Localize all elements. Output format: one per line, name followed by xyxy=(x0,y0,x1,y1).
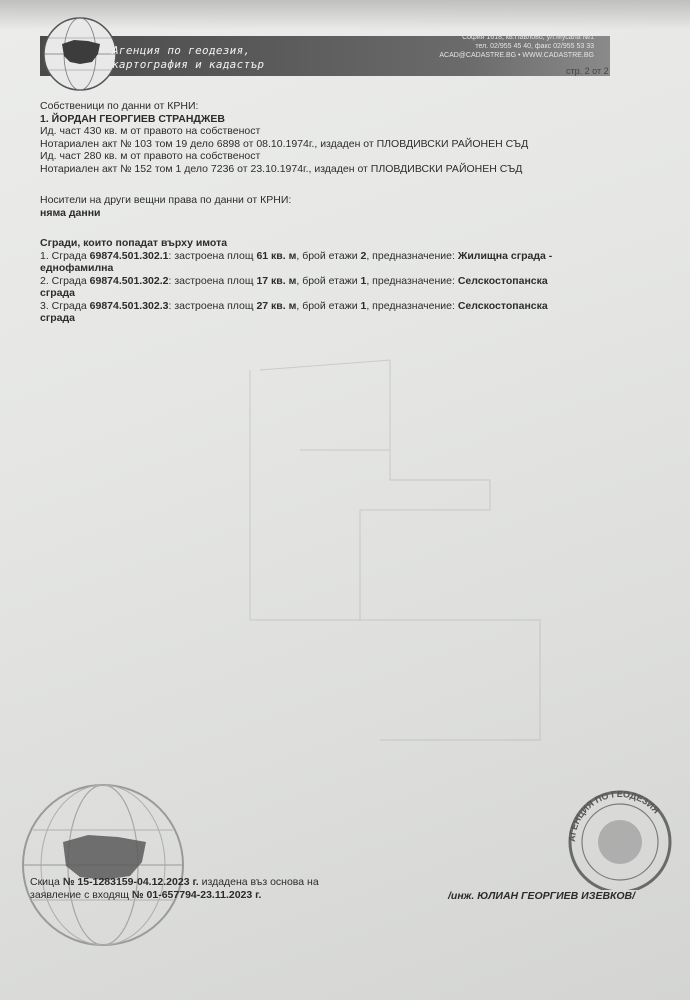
footer-line-1 xyxy=(30,876,410,889)
building-prefix: 3. Сграда xyxy=(40,299,90,312)
signatory-name: /инж. ЮЛИАН ГЕОРГИЕВ ИЗЕВКОВ/ xyxy=(448,890,636,902)
sketch-number: № 15-1283159-04.12.2023 г. xyxy=(62,876,199,888)
contact-email-web: ACAD@CADASTRE.BG • WWW.CADASTRE.BG xyxy=(439,52,594,59)
owner-share-1: Ид. част 430 кв. м от правото на собственост xyxy=(40,125,261,137)
building-text: , предназначение: xyxy=(366,274,458,287)
building-text: , предназначение: xyxy=(366,299,458,312)
contact-address: София 1618, кв.Павлово, ул.Мусала №1 xyxy=(462,34,594,41)
sketch-issue-note xyxy=(30,876,410,902)
building-text: : застроена площ xyxy=(168,274,257,287)
building-prefix: 1. Сграда xyxy=(40,249,90,262)
stamp-text: АГЕНЦИЯ ПО ГЕОДЕЗИЯ xyxy=(566,788,662,843)
building-prefix: 2. Сграда xyxy=(40,274,90,287)
agency-contacts xyxy=(394,33,594,60)
spacer xyxy=(40,219,630,237)
agency-globe-logo-icon xyxy=(40,14,120,94)
building-area: 61 кв. м xyxy=(256,249,297,262)
building-purpose-cont: еднофамилна xyxy=(40,262,114,274)
building-item xyxy=(40,250,630,263)
building-purpose-cont: сграда xyxy=(40,287,75,299)
owner-deed-2: Нотариален акт № 152 том 1 дело 7236 от 23.10.1974г., издаден от ПЛОВДИВСКИ РАЙОНЕН СЪД xyxy=(40,162,523,175)
application-number: № 01-657794-23.11.2023 г. xyxy=(131,889,262,901)
bleed-through-sketch xyxy=(240,350,620,770)
building-item xyxy=(40,300,630,313)
building-id: 69874.501.302.3 xyxy=(89,299,169,312)
building-floors: 1 xyxy=(360,274,367,287)
footer-text: издадена въз основа на xyxy=(198,876,319,888)
buildings-heading: Сгради, които попадат върху имота xyxy=(40,237,228,249)
building-text: : застроена площ xyxy=(168,299,257,312)
building-purpose: Селскостопанска xyxy=(457,299,548,312)
spacer xyxy=(40,175,630,194)
building-floors: 1 xyxy=(360,299,367,312)
document-body xyxy=(40,100,630,325)
footer-line-2 xyxy=(30,889,410,902)
building-purpose: Селскостопанска xyxy=(457,274,548,287)
owner-name: 1. ЙОРДАН ГЕОРГИЕВ СТРАНДЖЕВ xyxy=(40,112,225,125)
building-item xyxy=(40,275,630,288)
building-text: , брой етажи xyxy=(296,274,361,287)
footer-text: заявление с входящ xyxy=(30,889,132,901)
footer-text: Скица xyxy=(30,876,63,888)
building-text: , брой етажи xyxy=(296,299,361,312)
contact-phone: тел. 02/955 45 40, факс 02/955 53 33 xyxy=(475,43,594,50)
owners-heading: Собственици по данни от КРНИ: xyxy=(40,100,199,112)
agency-name xyxy=(112,44,264,72)
page-number: стр. 2 от 2 xyxy=(566,66,609,76)
building-area: 17 кв. м xyxy=(256,274,297,287)
owner-deed-1: Нотариален акт № 103 том 19 дело 6898 от 08.10.1974г., издаден от ПЛОВДИВСКИ РАЙОНЕН СЪД xyxy=(40,137,529,150)
building-floors: 2 xyxy=(360,249,367,262)
building-area: 27 кв. м xyxy=(256,299,297,312)
agency-name-line2: картография и кадастър xyxy=(112,58,265,71)
agency-name-line1: Агенция по геодезия, xyxy=(112,44,251,57)
building-text: , брой етажи xyxy=(296,249,361,262)
other-rights-value: няма данни xyxy=(40,206,101,219)
building-text: : застроена площ xyxy=(168,249,257,262)
building-text: , предназначение: xyxy=(366,249,458,262)
building-purpose-cont: сграда xyxy=(40,312,75,324)
building-id: 69874.501.302.2 xyxy=(89,274,169,287)
globe-seal-icon xyxy=(8,780,198,950)
owner-share-2: Ид. част 280 кв. м от правото на собственост xyxy=(40,150,261,162)
building-id: 69874.501.302.1 xyxy=(89,249,169,262)
building-purpose: Жилищна сграда - xyxy=(457,249,553,262)
agency-round-stamp-icon xyxy=(535,780,690,890)
other-rights-heading: Носители на други вещни права по данни от КРНИ: xyxy=(40,194,292,206)
